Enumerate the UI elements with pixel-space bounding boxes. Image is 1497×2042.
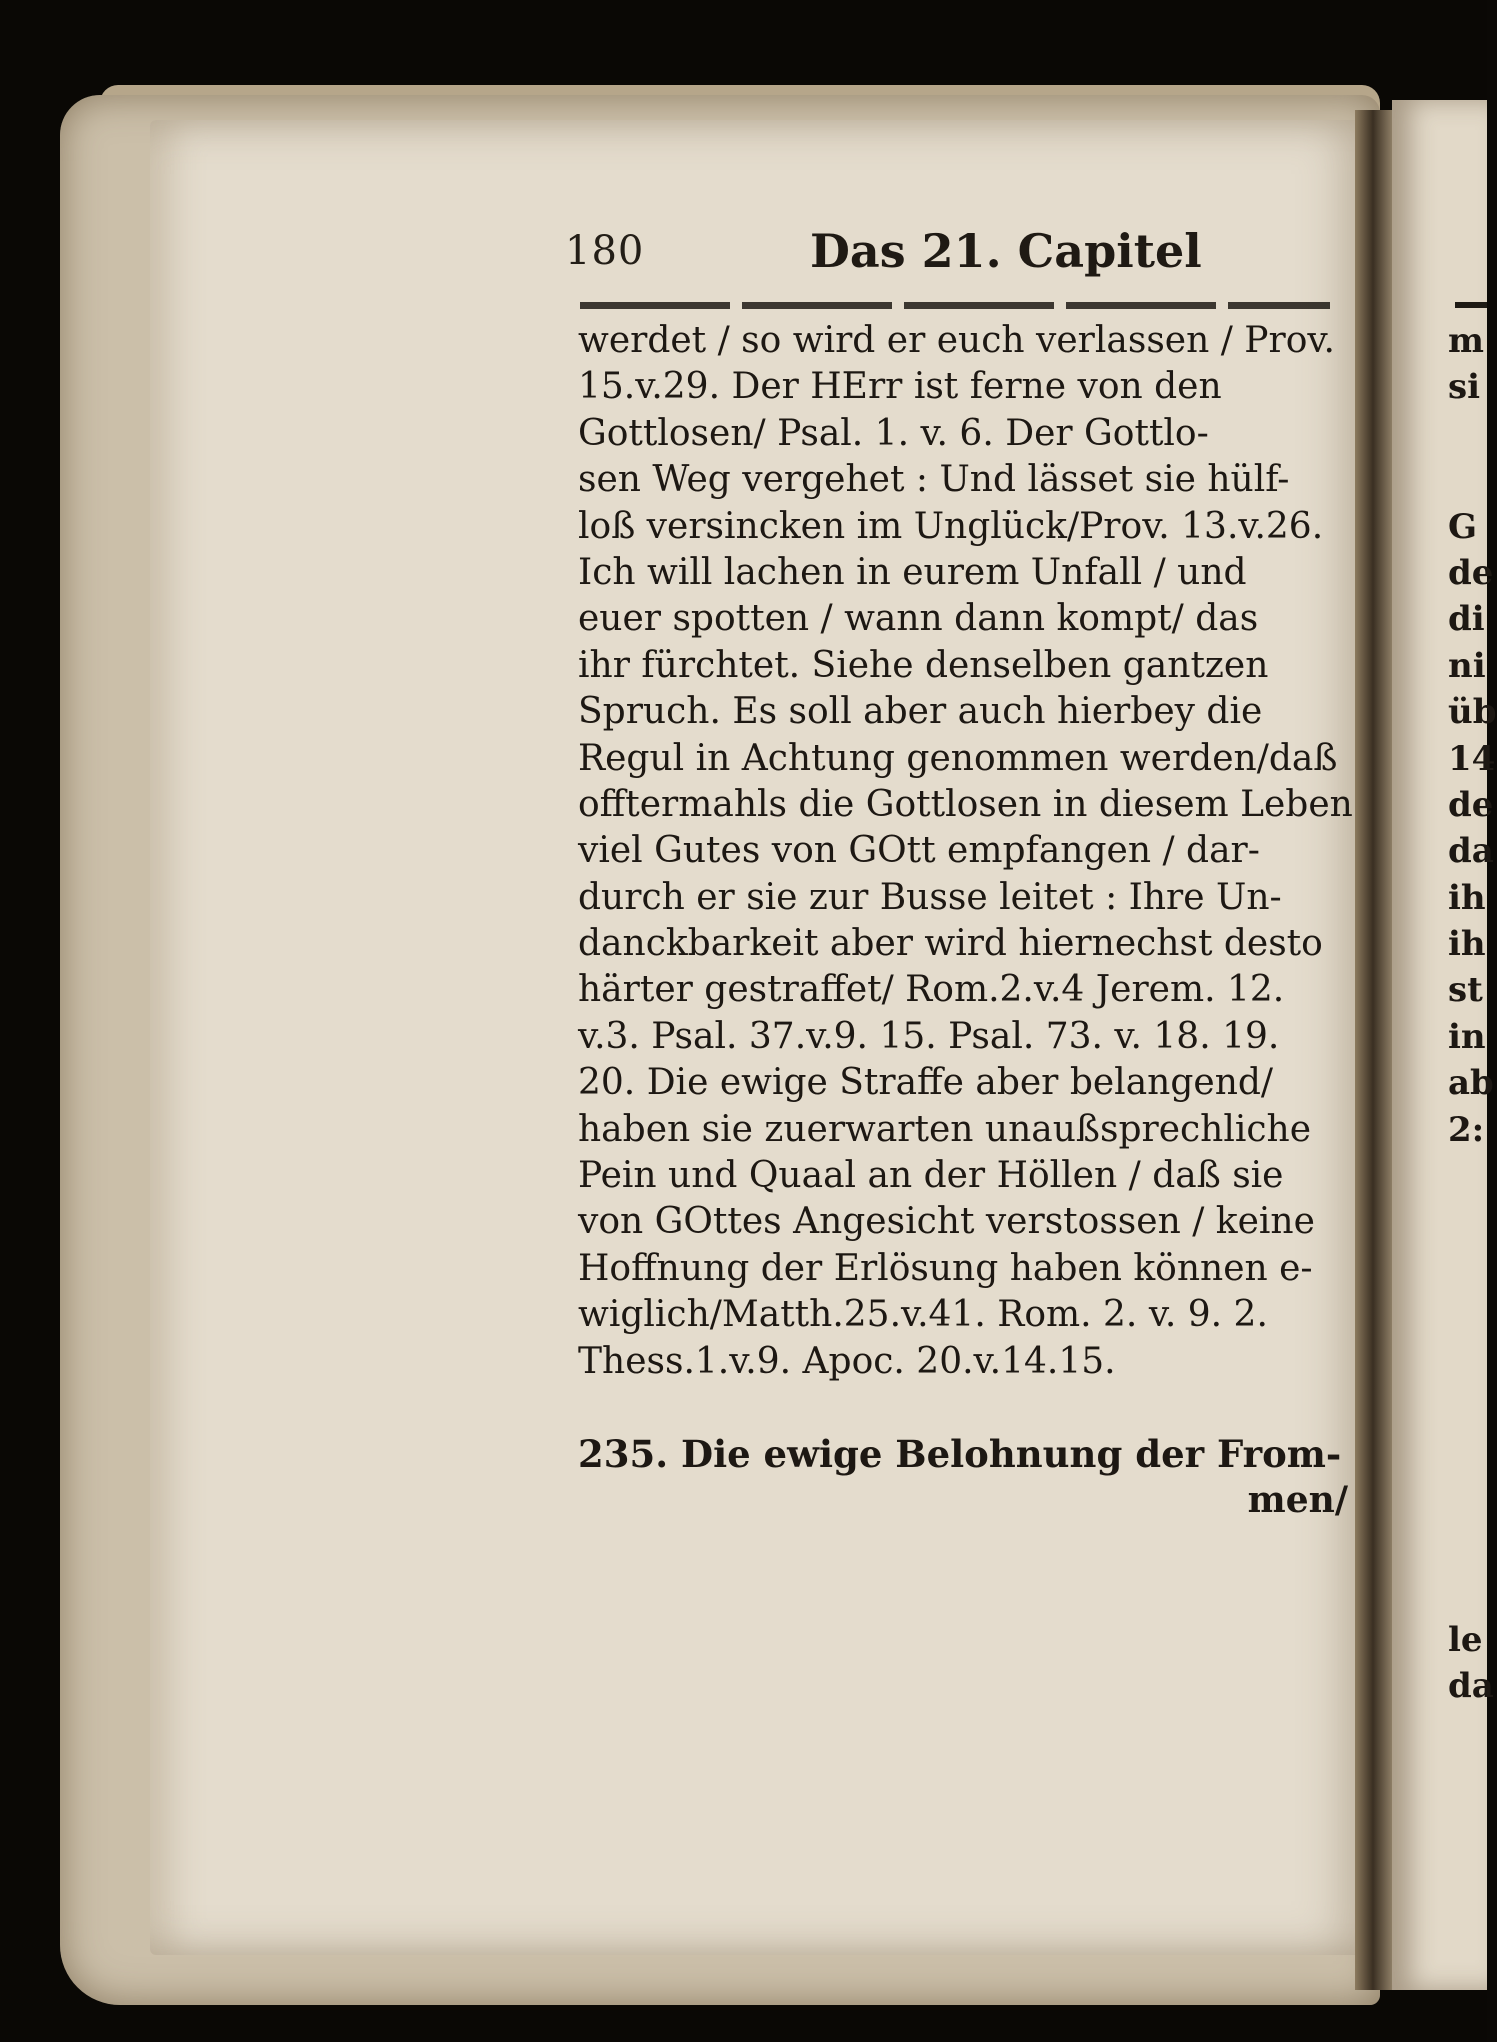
running-head: Das 21. Capitel	[810, 224, 1202, 278]
page-header	[565, 224, 1345, 288]
catchword: men/	[1247, 1479, 1348, 1522]
paragraph-gap	[578, 1385, 1348, 1431]
text-line: Thess.1.v.9. Apoc. 20.v.14.15.	[578, 1340, 1116, 1382]
facing-fragment: 14	[1448, 738, 1496, 779]
text-line: offtermahls die Gottlosen in diesem Leben	[578, 783, 1353, 825]
facing-fragment: ih	[1448, 924, 1486, 965]
text-line: wiglich/Matth.25.v.41. Rom. 2. v. 9. 2.	[578, 1294, 1268, 1336]
text-line: Regul in Achtung genommen werden/daß	[578, 737, 1338, 779]
text-line: sen Weg vergehet : Und lässet sie hülf-	[578, 459, 1290, 501]
facing-fragment: da	[1448, 831, 1494, 872]
facing-fragment	[1448, 411, 1488, 457]
facing-fragment	[1448, 1431, 1488, 1477]
facing-fragment	[1448, 1478, 1488, 1524]
section-heading: 235. Die ewige Belohnung der From-	[578, 1431, 1342, 1476]
text-line: haben sie zuerwarten unaußsprechliche	[578, 1108, 1312, 1150]
facing-fragment: le	[1448, 1619, 1483, 1660]
facing-fragment	[1448, 1339, 1488, 1385]
facing-fragment: ni	[1448, 645, 1486, 686]
facing-fragment	[1448, 1199, 1488, 1245]
text-line: euer spotten / wann dann kompt/ das	[578, 598, 1259, 640]
facing-fragment: de	[1448, 784, 1494, 825]
facing-fragment: üb	[1448, 692, 1497, 733]
facing-fragment: di	[1448, 599, 1485, 640]
text-line: von GOttes Angesicht verstossen / keine	[578, 1201, 1315, 1243]
text-line: ihr fürchtet. Siehe denselben gantzen	[578, 644, 1269, 686]
facing-fragment	[1448, 1385, 1488, 1431]
facing-fragment: 2:	[1448, 1109, 1485, 1150]
facing-fragment: da	[1448, 1666, 1494, 1707]
body-text	[578, 318, 1353, 1524]
facing-fragment	[1448, 1524, 1488, 1570]
facing-fragment	[1448, 1153, 1488, 1199]
facing-fragment: de	[1448, 552, 1494, 593]
facing-fragment	[1448, 1571, 1488, 1617]
facing-fragment: m	[1448, 321, 1484, 361]
book-gutter	[1355, 110, 1395, 1990]
text-line: Gottlosen/ Psal. 1. v. 6. Der Gottlo-	[578, 412, 1209, 454]
page-number: 180	[565, 228, 645, 274]
facing-fragment	[1448, 1246, 1488, 1292]
facing-fragment: G	[1448, 506, 1478, 547]
header-rule	[580, 302, 1330, 309]
facing-fragment	[1448, 457, 1488, 503]
text-line: viel Gutes von GOtt empfangen / dar-	[578, 830, 1260, 872]
facing-page-rule	[1455, 302, 1487, 308]
facing-fragment: in	[1448, 1016, 1486, 1057]
text-line: v.3. Psal. 37.v.9. 15. Psal. 73. v. 18. 19.	[578, 1015, 1280, 1057]
facing-fragment: si	[1448, 367, 1481, 408]
text-line: 15.v.29. Der HErr ist ferne von den	[578, 366, 1222, 408]
text-line: Ich will lachen in eurem Unfall / und	[578, 551, 1247, 593]
text-line: 20. Die ewige Straffe aber belangend/	[578, 1062, 1274, 1104]
text-line: durch er sie zur Busse leitet : Ihre Un-	[578, 876, 1282, 918]
text-line: härter gestraffet/ Rom.2.v.4 Jerem. 12.	[578, 969, 1285, 1011]
facing-fragment	[1448, 1292, 1488, 1338]
text-line: Spruch. Es soll aber auch hierbey die	[578, 691, 1263, 733]
text-line: werdet / so wird er euch verlassen / Prov.	[578, 320, 1335, 361]
text-line: loß versincken im Unglück/Prov. 13.v.26.	[578, 505, 1324, 547]
text-line: Pein und Quaal an der Höllen / daß sie	[578, 1155, 1284, 1197]
facing-fragment: ab	[1448, 1063, 1494, 1104]
facing-fragment: ih	[1448, 877, 1486, 918]
facing-fragment: st	[1448, 970, 1483, 1011]
facing-page-text	[1448, 318, 1497, 1710]
text-line: Hoffnung der Erlösung haben können e-	[578, 1247, 1313, 1289]
text-line: danckbarkeit aber wird hiernechst desto	[578, 923, 1323, 965]
